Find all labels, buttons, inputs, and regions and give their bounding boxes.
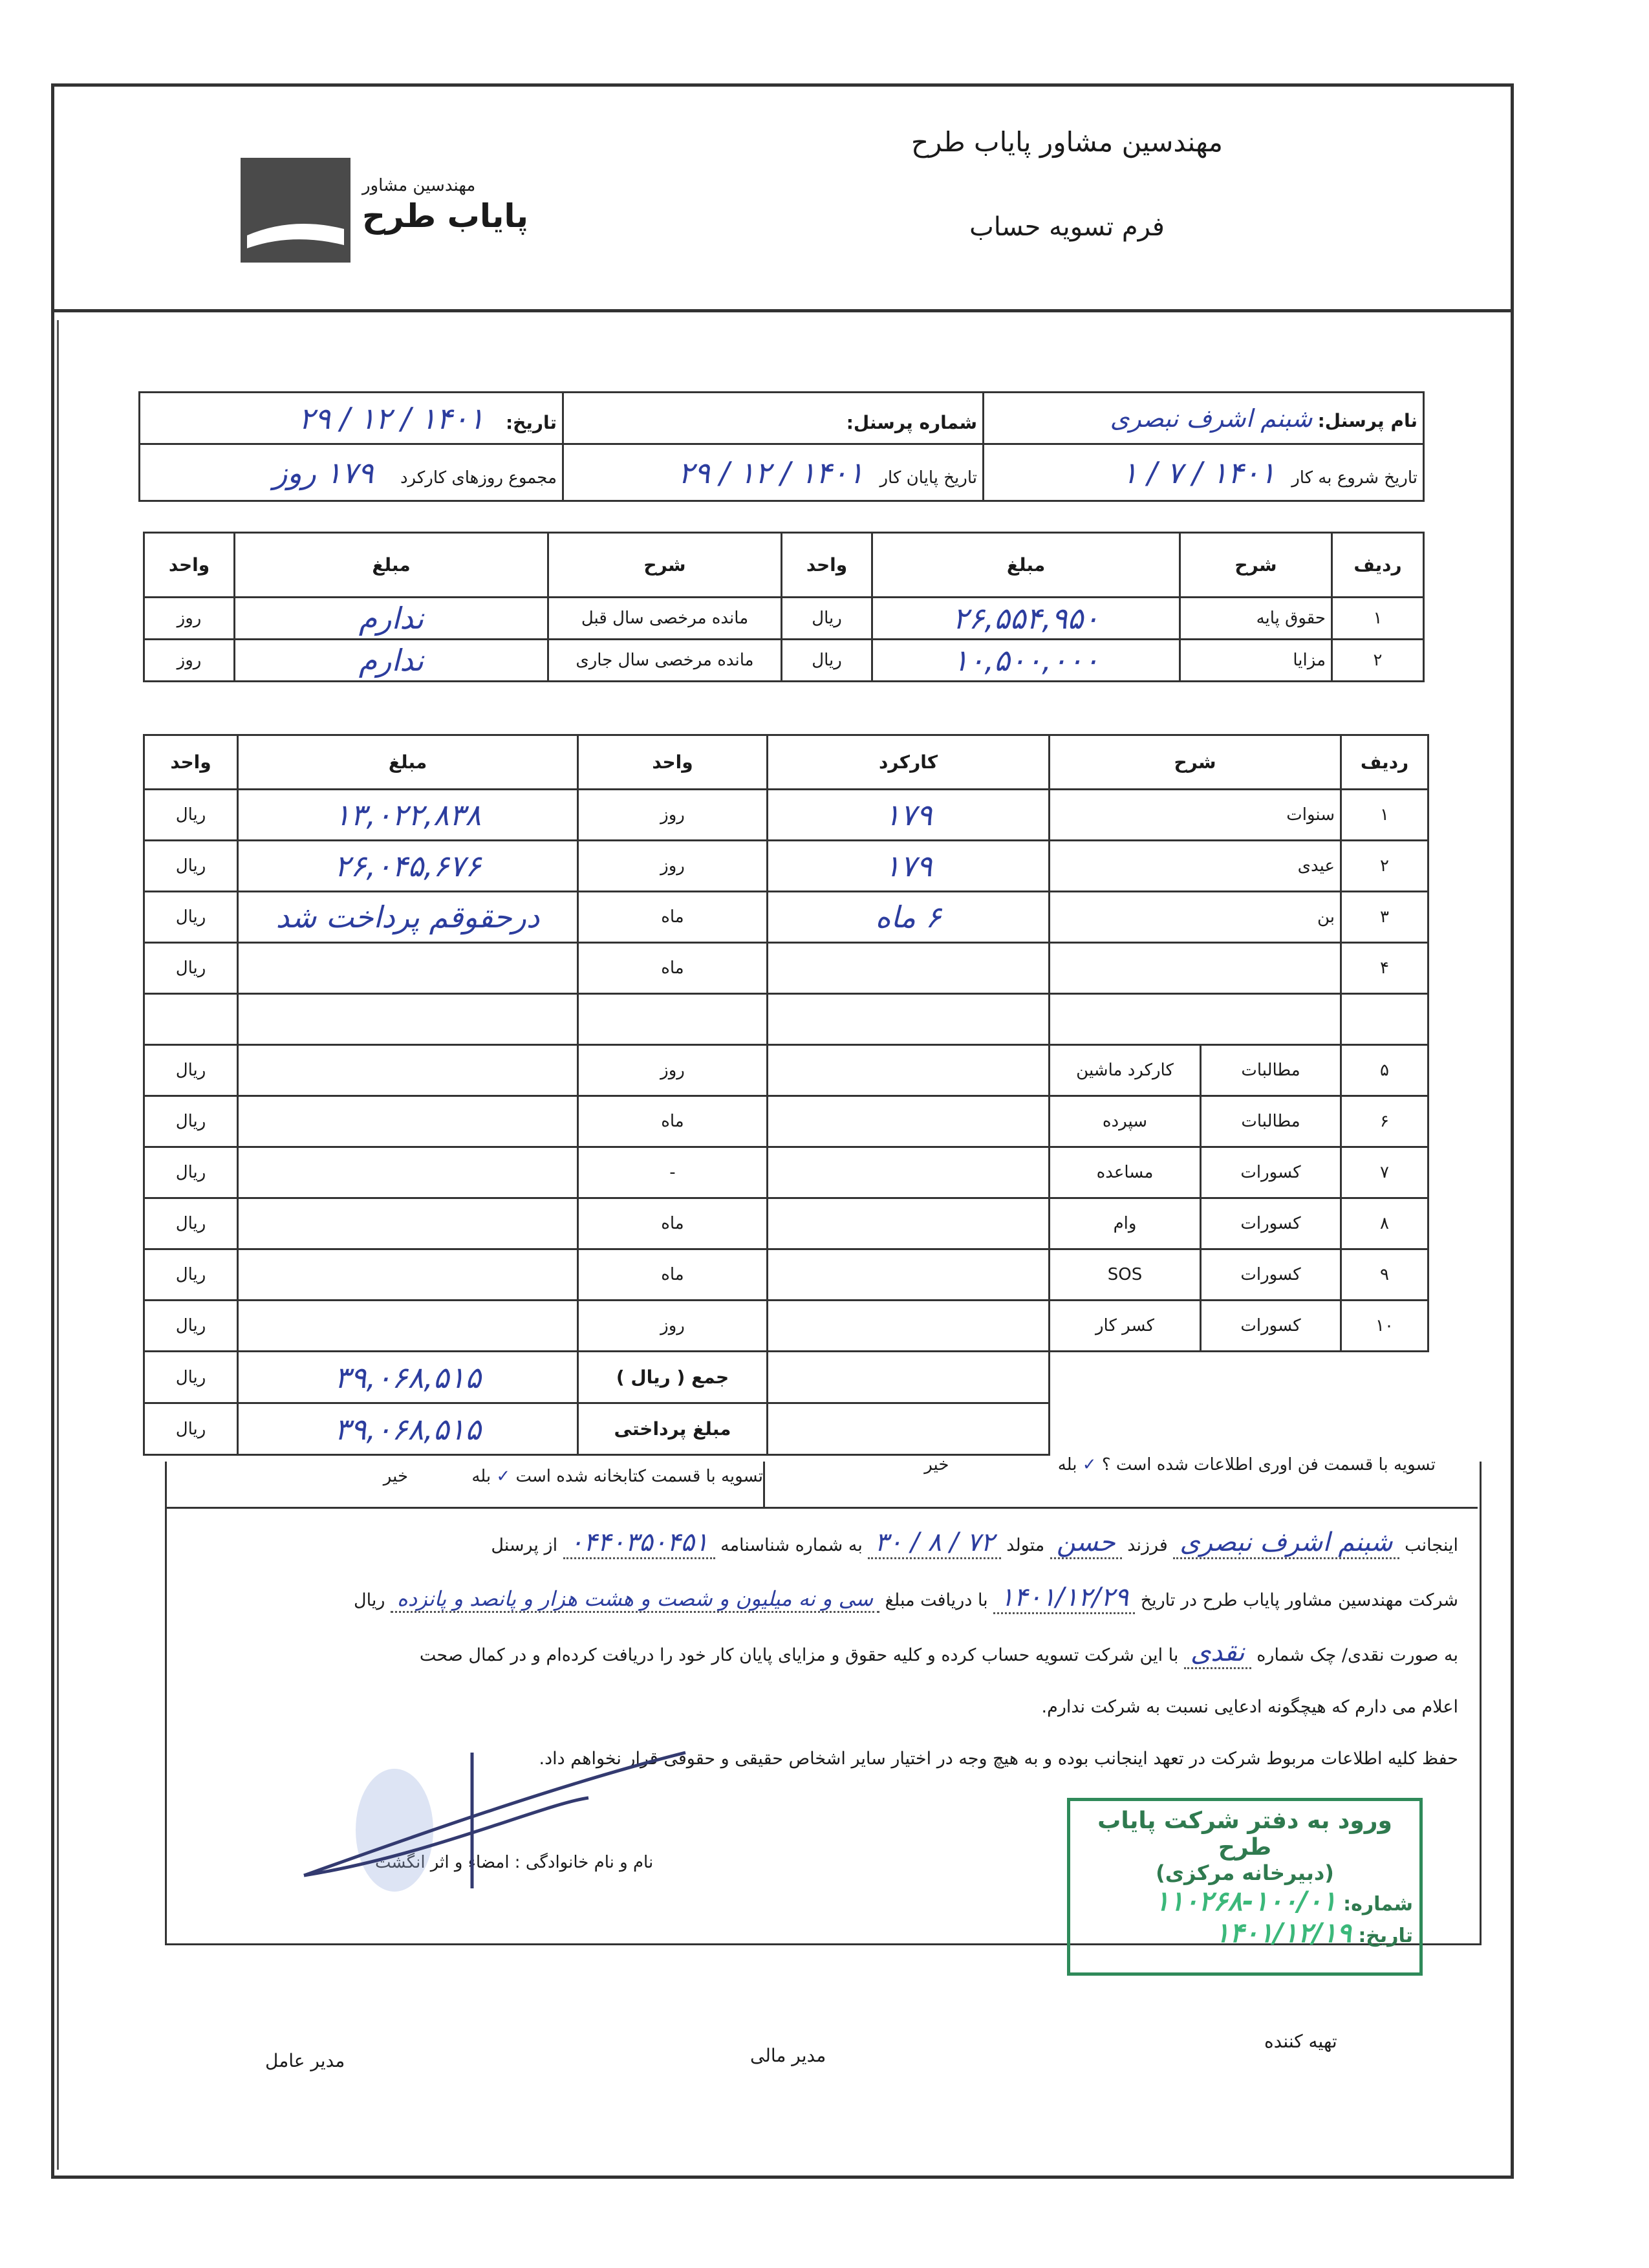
row-work: [768, 1045, 1050, 1096]
row-description: مزایا: [1180, 640, 1332, 682]
row-unit-2: ریال: [144, 892, 238, 943]
row-amount: [238, 1301, 578, 1352]
library-yes-option[interactable]: بله: [471, 1467, 491, 1486]
date-cell: [140, 393, 563, 444]
settlement-row: [144, 790, 1428, 841]
row-unit: ماه: [578, 892, 768, 943]
row-number: ۱: [1332, 598, 1424, 640]
salary-header-cell: مبلغ: [235, 533, 548, 598]
decl-payment-method: نقدی: [1184, 1637, 1251, 1669]
end-date-cell: [563, 444, 984, 501]
row-work: [768, 1249, 1050, 1301]
header-divider: [51, 309, 1511, 312]
row-unit: ریال: [782, 598, 872, 640]
row-category: کسورات: [1201, 1249, 1341, 1301]
declaration-line-4: اعلام می دارم که هیچگونه ادعایی نسبت به شرکت ندارم.: [1041, 1697, 1458, 1717]
row-unit: روز: [578, 790, 768, 841]
decl-text: به صورت نقدی/ چک شماره: [1256, 1645, 1458, 1665]
date-value: ۱۴۰۱ / ۱۲ / ۲۹: [298, 400, 484, 436]
total-work-cell: [768, 1352, 1050, 1403]
logo-caption-small: مهندسین مشاور: [362, 176, 476, 195]
row-description-2: مانده مرخصی سال قبل: [548, 598, 782, 640]
row-work: ۱۷۹: [768, 841, 1050, 892]
decl-text: با دریافت مبلغ: [885, 1590, 988, 1610]
it-question: تسویه با قسمت فن اوری اطلاعات شده است ؟: [1101, 1455, 1436, 1474]
settlement-row: [144, 841, 1428, 892]
settlement-row: [144, 994, 1428, 1045]
settlement-header-cell: کارکرد: [768, 735, 1050, 790]
personnel-name-value: شبنم اشرف نبصری: [1110, 404, 1313, 433]
row-unit-2: ریال: [144, 1198, 238, 1249]
library-no-option[interactable]: خیر: [383, 1467, 409, 1486]
row-unit-2: ریال: [144, 790, 238, 841]
decl-text: اینجانب: [1405, 1535, 1458, 1555]
clearance-mid-divider: [763, 1462, 765, 1508]
salary-table: [143, 532, 1425, 682]
row-number: ۹: [1341, 1249, 1428, 1301]
total-amount: ۳۹,۰۶۸,۵۱۵: [238, 1352, 578, 1403]
decl-text: فرزند: [1127, 1535, 1168, 1555]
row-amount: ۲۶,۰۴۵,۶۷۶: [238, 841, 578, 892]
decl-birth: ۷۲ / ۸ / ۳۰: [868, 1528, 1000, 1559]
row-unit: ماه: [578, 943, 768, 994]
row-unit-2: روز: [144, 640, 235, 682]
it-clearance: [776, 1455, 1436, 1474]
paid-unit: ریال: [144, 1403, 238, 1455]
it-yes-checkmark-icon[interactable]: ✓: [1082, 1455, 1097, 1474]
salary-header-row: [144, 533, 1424, 598]
row-unit-2: ریال: [144, 841, 238, 892]
row-unit-2: [144, 994, 238, 1045]
settlement-header-cell: ردیف: [1341, 735, 1428, 790]
row-number: ۳: [1341, 892, 1428, 943]
settlement-row: [144, 1198, 1428, 1249]
ceo-label: مدیر عامل: [265, 2050, 345, 2071]
decl-amount-words: سی و نه میلیون و شصت و هشت هزار و پانصد و پانزده: [391, 1586, 879, 1613]
row-number: ۱۰: [1341, 1301, 1428, 1352]
declaration-line-5: حفظ کلیه اطلاعات مربوط شرکت در تعهد اینجانب بوده و به هیچ وجه در اختیار سایر اشخاص حقیقی و حقوقی قرار نخواهم داد.: [539, 1749, 1458, 1769]
stamp-line-2: (دبیرخانه مرکزی): [1156, 1861, 1334, 1885]
row-amount-2: ندارم: [235, 598, 548, 640]
date-label: تاریخ:: [505, 411, 557, 433]
personnel-name-label: نام پرسنل:: [1317, 409, 1417, 431]
settlement-header-cell: واحد: [144, 735, 238, 790]
row-work: [768, 943, 1050, 994]
row-amount: [238, 994, 578, 1045]
salary-header-cell: واحد: [782, 533, 872, 598]
work-days-value: ۱۷۹ روز: [273, 455, 374, 490]
signature-label: نام و نام خانوادگی : امضاء و اثر انگشت: [375, 1853, 654, 1872]
declaration-text: [175, 1517, 1458, 1785]
company-title: مهندسین مشاور پایاب طرح: [911, 126, 1223, 158]
row-category: کسورات: [1201, 1147, 1341, 1198]
salary-row: [144, 640, 1424, 682]
personnel-number-label: شماره پرسنل:: [846, 411, 977, 433]
row-work: ۶ ماه: [768, 892, 1050, 943]
company-logo: [241, 158, 350, 263]
row-unit-2: ریال: [144, 1045, 238, 1096]
row-number: ۲: [1341, 841, 1428, 892]
decl-text: متولد: [1006, 1535, 1045, 1555]
row-work: [768, 1301, 1050, 1352]
total-label: جمع ( ریال ): [578, 1352, 768, 1403]
row-description: مساعده: [1050, 1147, 1201, 1198]
logo-caption-large: پایاب طرح: [362, 197, 528, 235]
decl-text: ریال: [354, 1590, 385, 1610]
settlement-header-cell: مبلغ: [238, 735, 578, 790]
paid-work-cell: [768, 1403, 1050, 1455]
salary-header-cell: ردیف: [1332, 533, 1424, 598]
settlement-row: [144, 1096, 1428, 1147]
finance-manager-label: مدیر مالی: [750, 2045, 826, 2066]
it-no-option[interactable]: خیر: [924, 1455, 949, 1474]
personnel-number-cell: [563, 393, 984, 444]
row-unit-2: ریال: [144, 1301, 238, 1352]
declaration-line-1: [175, 1517, 1458, 1571]
row-work: [768, 1096, 1050, 1147]
stamp-number-row: [1070, 1885, 1419, 1917]
form-title: فرم تسویه حساب: [969, 212, 1165, 242]
row-unit: ریال: [782, 640, 872, 682]
start-date-cell: [984, 444, 1424, 501]
row-work: [768, 1198, 1050, 1249]
work-days-label: مجموع روزهای کارکرد: [400, 468, 557, 488]
logo-swoosh-icon: [241, 158, 350, 263]
clearance-divider: [165, 1507, 1478, 1509]
stamp-date-value: ۱۴۰۱/۱۲/۱۹: [1214, 1917, 1352, 1949]
registry-stamp: [1067, 1798, 1423, 1976]
row-description: عیدی: [1050, 841, 1341, 892]
settlement-row: [144, 1045, 1428, 1096]
row-amount: ۲۶,۵۵۴,۹۵۰: [872, 598, 1180, 640]
decl-text: از پرسنل: [491, 1535, 558, 1555]
row-number: ۴: [1341, 943, 1428, 994]
settlement-row: [144, 943, 1428, 994]
settlement-row: [144, 1249, 1428, 1301]
row-description: کسر کار: [1050, 1301, 1201, 1352]
row-unit: ماه: [578, 1249, 768, 1301]
decl-name: شبنم اشرف نبصری: [1173, 1528, 1399, 1559]
row-work: [768, 1147, 1050, 1198]
row-category: مطالبات: [1201, 1096, 1341, 1147]
row-description: سنوات: [1050, 790, 1341, 841]
row-unit-2: ریال: [144, 943, 238, 994]
personnel-info-table: [138, 391, 1425, 502]
end-date-label: تاریخ پایان کار: [879, 468, 977, 488]
stamp-date-row: [1070, 1917, 1419, 1949]
row-amount: [238, 1096, 578, 1147]
decl-text: به شماره شناسنامه: [720, 1535, 863, 1555]
library-clearance: [297, 1467, 763, 1486]
row-category: مطالبات: [1201, 1045, 1341, 1096]
salary-header-cell: واحد: [144, 533, 235, 598]
inner-left-rule: [57, 320, 59, 2170]
settlement-table: [143, 734, 1429, 1456]
settlement-header-cell: شرح: [1050, 735, 1341, 790]
salary-header-cell: مبلغ: [872, 533, 1180, 598]
row-number: ۵: [1341, 1045, 1428, 1096]
preparer-label: تهیه کننده: [1264, 2031, 1337, 2052]
total-unit: ریال: [144, 1352, 238, 1403]
decl-father: حسن: [1050, 1528, 1122, 1559]
row-description: بن: [1050, 892, 1341, 943]
row-number: ۸: [1341, 1198, 1428, 1249]
row-number: [1341, 994, 1428, 1045]
settlement-row: [144, 1147, 1428, 1198]
row-unit: ماه: [578, 1198, 768, 1249]
it-yes-option[interactable]: بله: [1057, 1455, 1077, 1474]
declaration-line-3: [175, 1626, 1458, 1681]
end-date-value: ۱۴۰۱ / ۱۲ / ۲۹: [678, 455, 864, 490]
row-unit-2: روز: [144, 598, 235, 640]
row-category: کسورات: [1201, 1301, 1341, 1352]
paid-row: [144, 1403, 1428, 1455]
salary-header-cell: شرح: [1180, 533, 1332, 598]
row-unit-2: ریال: [144, 1147, 238, 1198]
row-description: حقوق پایه: [1180, 598, 1332, 640]
row-amount: [238, 1045, 578, 1096]
row-description: [1050, 943, 1341, 994]
row-description: سپرده: [1050, 1096, 1201, 1147]
library-yes-checkmark-icon[interactable]: ✓: [496, 1467, 511, 1486]
salary-row: [144, 598, 1424, 640]
row-unit: روز: [578, 1045, 768, 1096]
declaration-line-2: [175, 1571, 1458, 1626]
row-amount: [238, 1249, 578, 1301]
row-amount-2: ندارم: [235, 640, 548, 682]
stamp-number-label: شماره:: [1343, 1893, 1413, 1916]
row-unit: -: [578, 1147, 768, 1198]
row-amount: ۱۳,۰۲۲,۸۳۸: [238, 790, 578, 841]
library-question: تسویه با قسمت کتابخانه شده است: [515, 1467, 763, 1486]
decl-text: شرکت مهندسین مشاور پایاب طرح در تاریخ: [1140, 1590, 1458, 1610]
total-empty: [1050, 1352, 1428, 1403]
work-days-cell: [140, 444, 563, 501]
settlement-header-row: [144, 735, 1428, 790]
decl-text: با این شرکت تسویه حساب کرده و کلیه حقوق و مزایای پایان کار خود را دریافت کرده‌ام و در کمال صحت: [419, 1645, 1179, 1665]
paid-label: مبلغ پرداختی: [578, 1403, 768, 1455]
start-date-label: تاریخ شروع به کار: [1291, 468, 1417, 488]
row-number: ۱: [1341, 790, 1428, 841]
personnel-name-cell: [984, 393, 1424, 444]
total-row: [144, 1352, 1428, 1403]
salary-header-cell: شرح: [548, 533, 782, 598]
row-unit-2: ریال: [144, 1096, 238, 1147]
row-amount: [238, 1147, 578, 1198]
decl-id-number: ۰۴۴۰۳۵۰۴۵۱: [563, 1528, 715, 1559]
row-description: [1050, 994, 1341, 1045]
row-description: SOS: [1050, 1249, 1201, 1301]
settlement-row: [144, 892, 1428, 943]
row-work: [768, 994, 1050, 1045]
row-amount: درحقوقم پرداخت شد: [238, 892, 578, 943]
row-description-2: مانده مرخصی سال جاری: [548, 640, 782, 682]
row-number: ۶: [1341, 1096, 1428, 1147]
row-category: کسورات: [1201, 1198, 1341, 1249]
stamp-date-label: تاریخ:: [1358, 1925, 1413, 1947]
row-unit: روز: [578, 1301, 768, 1352]
row-number: ۷: [1341, 1147, 1428, 1198]
row-amount: [238, 1198, 578, 1249]
paid-amount: ۳۹,۰۶۸,۵۱۵: [238, 1403, 578, 1455]
decl-date: ۱۴۰۱/۱۲/۲۹: [993, 1582, 1135, 1614]
paid-empty: [1050, 1403, 1428, 1455]
settlement-row: [144, 1301, 1428, 1352]
stamp-line-1: ورود به دفتر شرکت پایاب طرح: [1097, 1808, 1392, 1861]
row-description: کارکرد ماشین: [1050, 1045, 1201, 1096]
row-unit: [578, 994, 768, 1045]
row-unit: ماه: [578, 1096, 768, 1147]
row-amount: [238, 943, 578, 994]
start-date-value: ۱۴۰۱ / ۷ / ۱: [1121, 455, 1276, 490]
settlement-header-cell: واحد: [578, 735, 768, 790]
row-amount: ۱۰,۵۰۰,۰۰۰: [872, 640, 1180, 682]
row-description: وام: [1050, 1198, 1201, 1249]
stamp-number-value: ۱۰۰/۰۱-۱۱۰۲۶۸: [1154, 1885, 1337, 1917]
row-work: ۱۷۹: [768, 790, 1050, 841]
signature-icon: [297, 1746, 711, 1895]
row-unit-2: ریال: [144, 1249, 238, 1301]
row-unit: روز: [578, 841, 768, 892]
row-number: ۲: [1332, 640, 1424, 682]
